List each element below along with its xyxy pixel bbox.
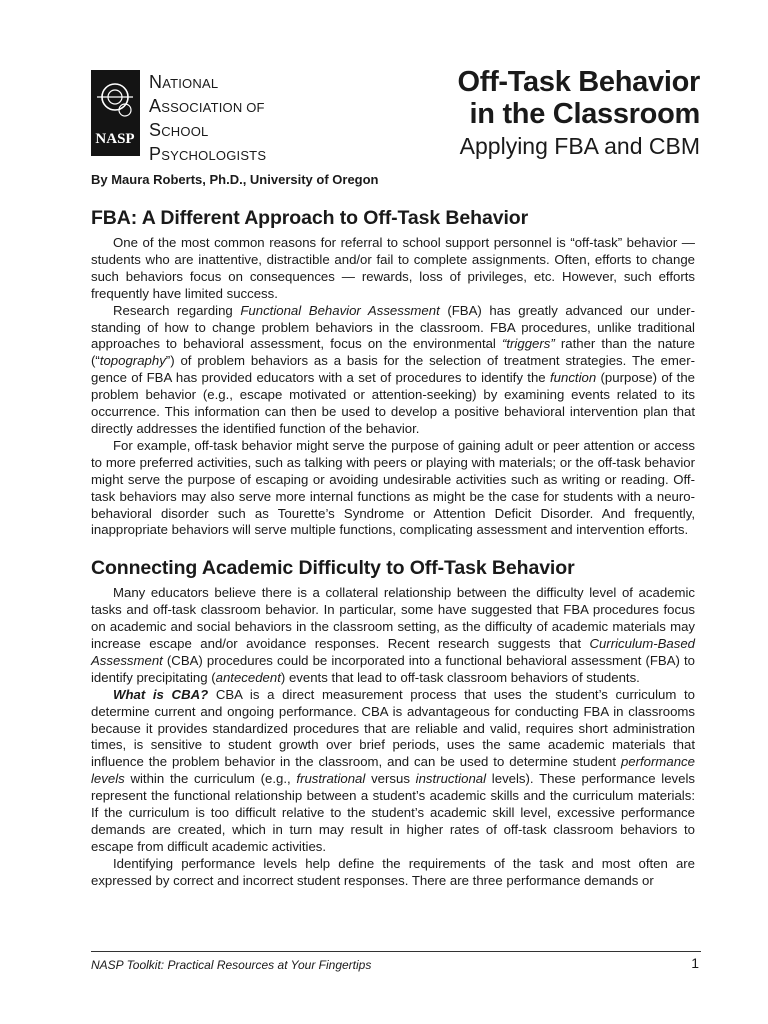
emphasis: “triggers” <box>501 336 555 352</box>
document-subtitle: Applying FBA and CBM <box>459 133 700 159</box>
text-run: (FBA) has greatly advanced our understanding of how to change problem behaviors in the classroom. FBA procedures, unlike traditional approaches to behavioral assessment, focus on the environmental <box>91 302 695 352</box>
org-initial: N <box>149 72 163 92</box>
article-body <box>91 206 695 890</box>
page-number: 1 <box>691 955 699 971</box>
text-run: (CBA) procedures could be incorporated into a functional behavioral assessment (FBA) to identify precipitating ( <box>91 652 695 685</box>
paragraph <box>91 235 695 303</box>
org-rest: SSOCIATION OF <box>161 100 265 115</box>
emphasis: Functional Behavior Assessment <box>240 302 440 318</box>
paragraph <box>91 303 695 438</box>
run-in-heading: What is CBA? <box>113 686 209 702</box>
section-heading: Connecting Academic Difficulty to Off-Task Behavior <box>91 557 575 580</box>
text-run: CBA is a direct measurement process that uses the student’s curriculum to determine current and ongoing performance. CBA is advantageous for conducting FBA in classrooms because it provides standardized procedures that are reliable and valid, requires short administration times, is sensitive to student growth over brief periods, uses the same academic materials that influence the problem behavior in the classroom, and can be used to determine student <box>91 686 695 770</box>
footer-text: NASP Toolkit: Practical Resources at Your Fingertips <box>91 958 372 972</box>
document-title-line-2: in the Classroom <box>469 98 700 130</box>
title-block <box>457 66 700 160</box>
section-heading: FBA: A Different Approach to Off-Task Behavior <box>91 207 529 229</box>
emphasis: function <box>549 370 597 386</box>
section-academic-difficulty <box>91 556 695 889</box>
author-byline: By Maura Roberts, Ph.D., University of Oregon <box>91 172 379 187</box>
org-line-1 <box>149 71 266 95</box>
org-initial: S <box>149 120 162 140</box>
text-run: ”) of problem behaviors as a basis for the selection of treatment strategies. The emergence of FBA has provided educators with a set of procedures to identify the <box>91 353 695 386</box>
text-run: versus <box>365 771 416 787</box>
emphasis: performance levels <box>91 754 695 787</box>
org-rest: ATIONAL <box>162 76 219 91</box>
emphasis: antecedent <box>215 669 281 685</box>
paragraph <box>91 856 695 890</box>
text-run: (purpose) of the problem behavior (e.g., escape motivated or attention-seeking) by examining events related to its occurrence. This information can then be used to develop a positive behavioral intervention plan that directly addresses the identified function of the behavior. <box>91 370 696 436</box>
paragraph <box>91 438 695 539</box>
org-rest: SYCHOLOGISTS <box>161 148 267 163</box>
org-line-2 <box>149 95 266 119</box>
text-run: Identifying performance levels help define the requirements of the task and most often are expressed by correct and incorrect student responses. There are three performance demands or <box>91 855 695 888</box>
emphasis: topography <box>99 353 166 369</box>
paragraph <box>91 687 695 856</box>
org-line-4 <box>149 143 266 167</box>
emphasis: Curriculum-Based Assessment <box>91 636 695 668</box>
text-run: Research regarding <box>113 302 241 318</box>
emphasis: instructional <box>415 771 487 787</box>
footer-divider <box>91 951 701 952</box>
org-line-3 <box>149 119 266 143</box>
text-run: For example, off-task behavior might serve the purpose of gaining adult or peer attention or access to more preferred activities, such as talking with peers or playing with materials; or the off-task behavior might serve the purpose of escaping or avoiding undesirable activities such as writing or reading. Off-task behaviors may also serve more internal functions as might be the case for students with a neuro-behavioral disorder such as Tourette’s Syndrome or Attention Deficit Disorder. And frequently, inappropriate behaviors will serve multiple functions, complicating assessment and intervention efforts. <box>91 437 695 538</box>
paragraph <box>91 585 695 686</box>
organization-name <box>149 71 266 167</box>
text-run: One of the most common reasons for referral to school support personnel is “off-task” behavior — students who are inattentive, distractible and/or fail to complete assignments. Often, efforts to change such behaviors focus on consequences — rewards, loss of privileges, etc. However, such efforts frequently have limited success. <box>91 235 695 301</box>
text-run: within the curriculum (e.g., <box>124 771 297 787</box>
section-fba <box>91 206 695 539</box>
text-run: ) events that lead to off-task classroom behaviors of students. <box>280 669 640 685</box>
emphasis: frustrational <box>296 771 366 787</box>
nasp-logo-graphic <box>91 70 140 156</box>
document-title-line-1: Off-Task Behavior <box>457 66 700 98</box>
logo-text: NASP <box>95 131 135 147</box>
org-rest: CHOOL <box>161 124 209 139</box>
text-run: levels). These performance levels represent the functional relationship between a student’s academic skills and the curriculum materials: If the curriculum is too difficult relative to the student’s academic skill level, excessive performance demands are created, which in turn may result in higher rates of off-task classroom behaviors to escape from difficult academic activities. <box>91 771 695 854</box>
org-initial: P <box>149 144 162 164</box>
text-run: Many educators believe there is a collateral relationship between the difficulty level of academic tasks and off-task classroom behavior. In particular, some have suggested that FBA procedures focus on academic and social behaviors in the classroom setting, as the difficulty of academic materials may increase escape and/or avoidance responses. Recent research suggests that <box>91 585 695 652</box>
org-initial: A <box>149 96 162 116</box>
text-run: rather than the nature (“ <box>91 336 696 369</box>
nasp-logo <box>91 70 140 156</box>
